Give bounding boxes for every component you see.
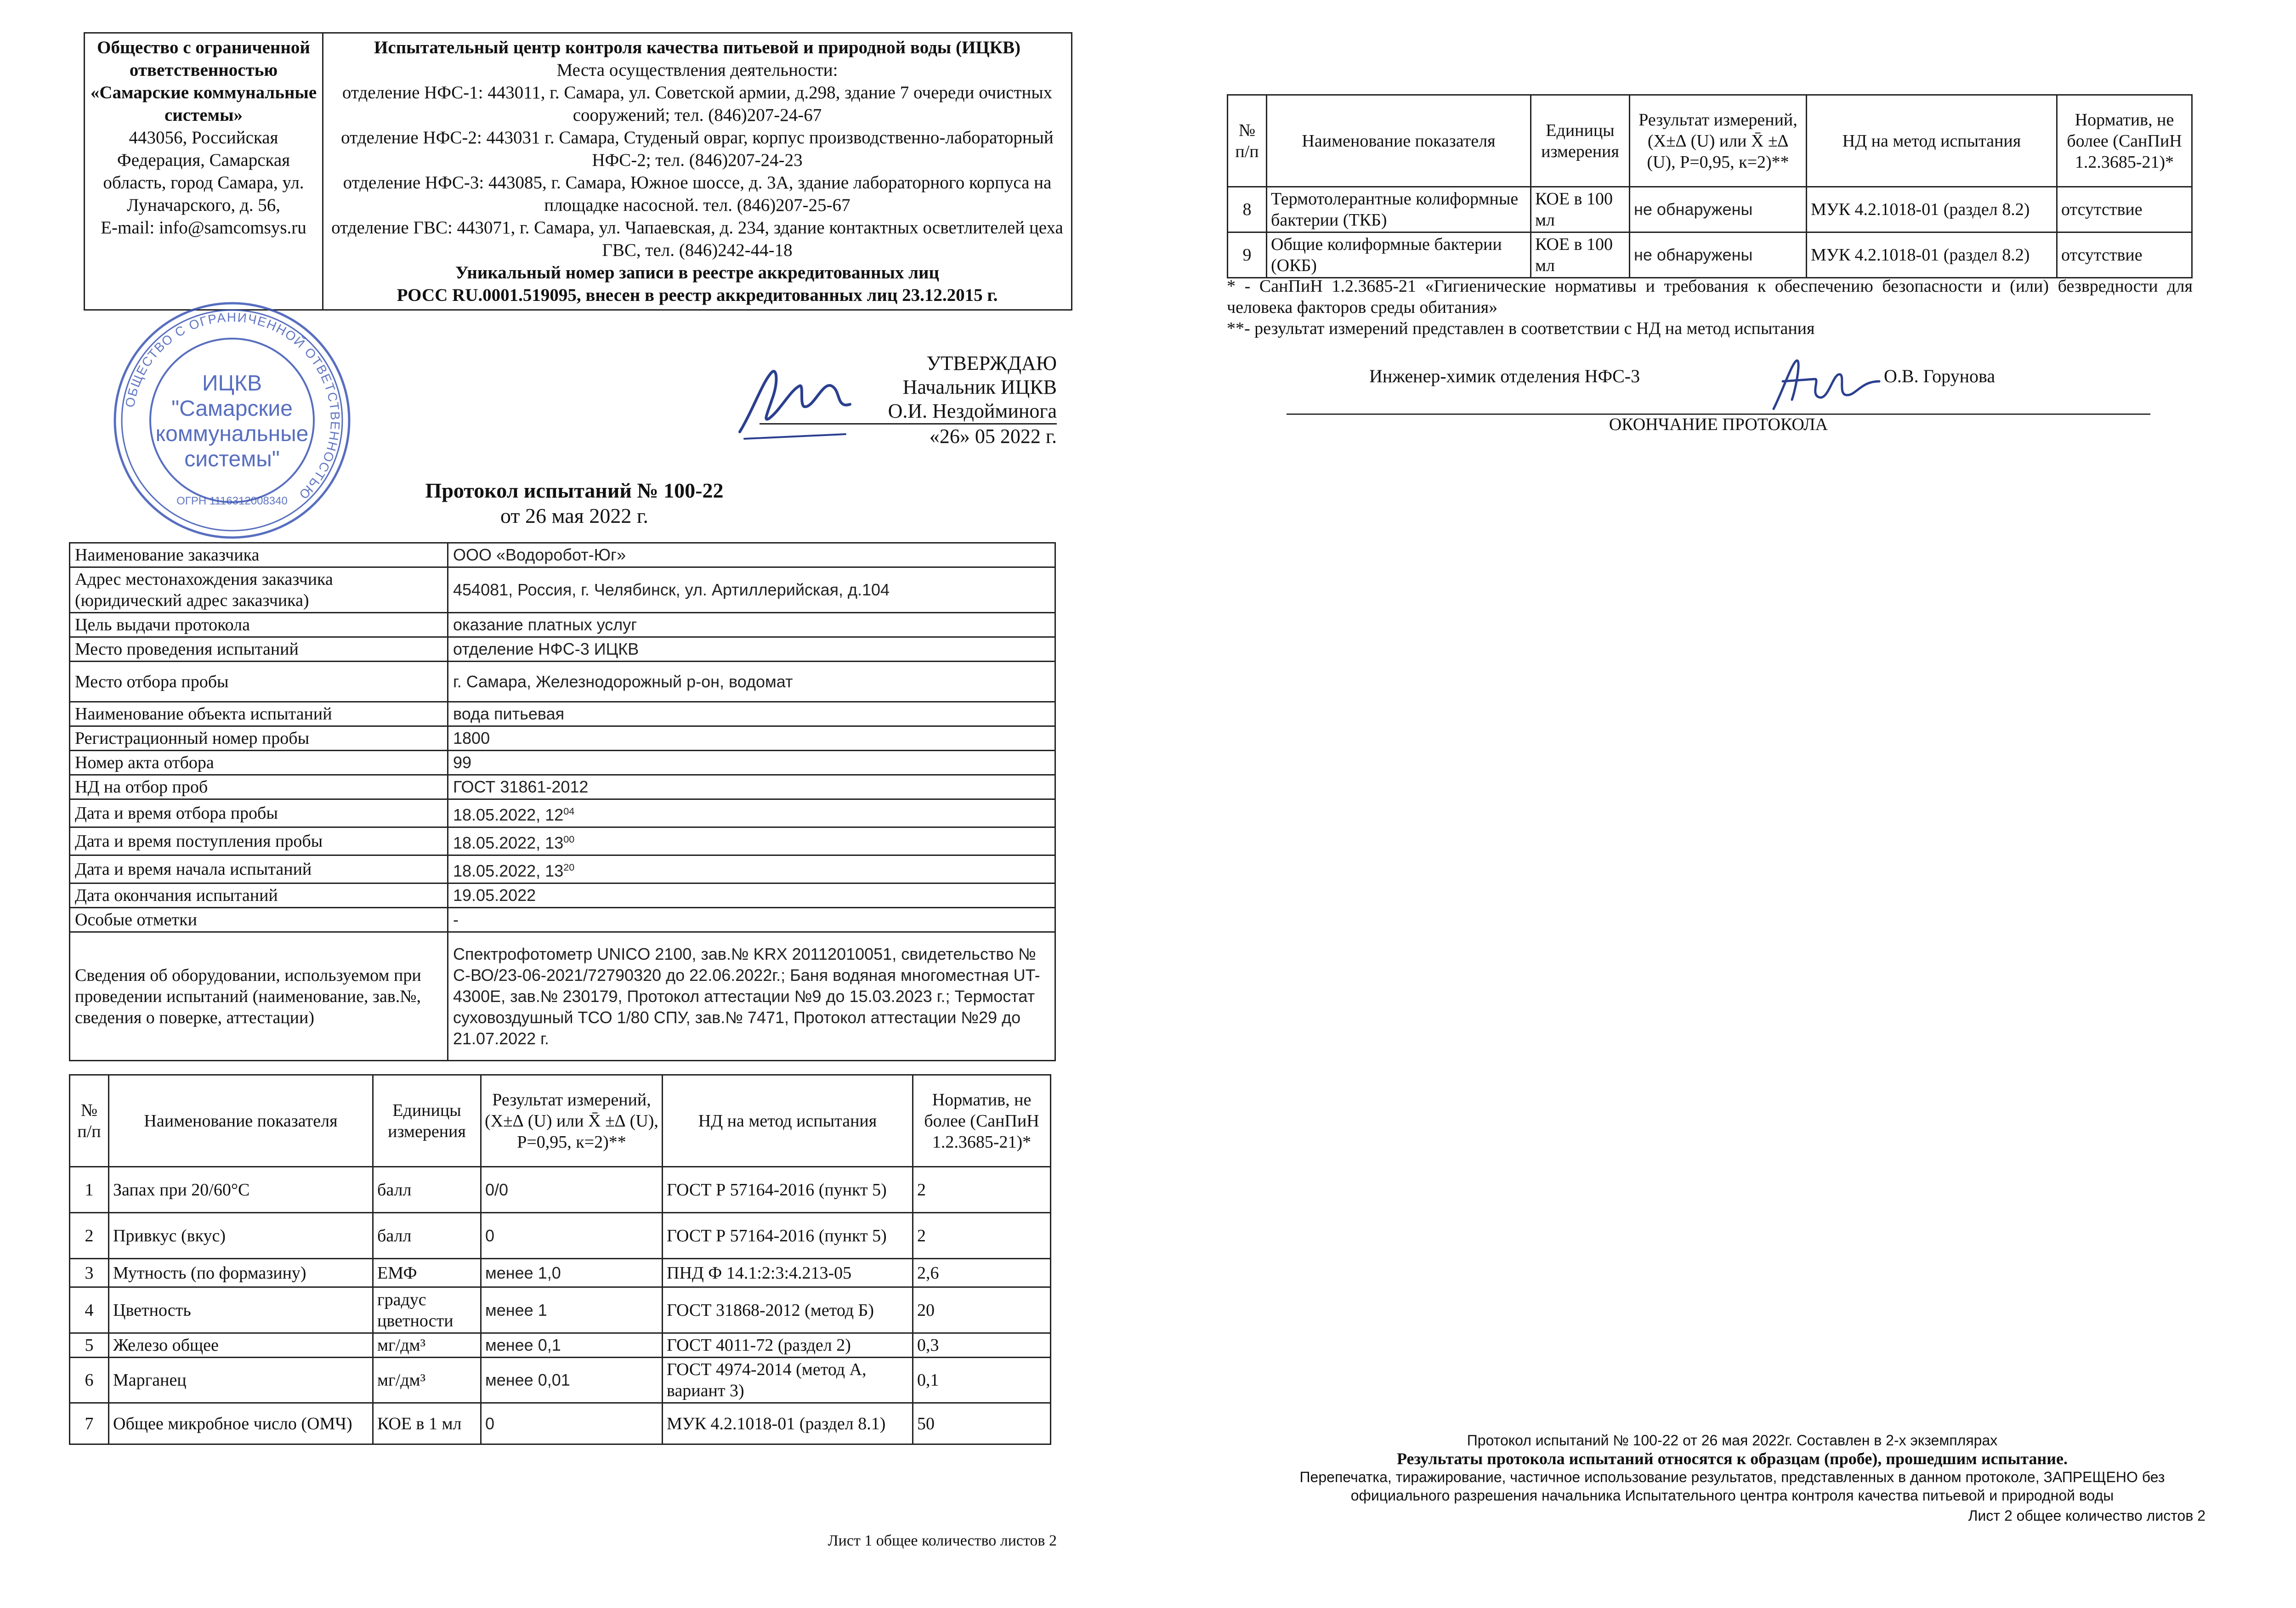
- result-indicator: Запах при 20/60°С: [109, 1167, 373, 1213]
- info-label: Адрес местонахождения заказчика (юридический адрес заказчика): [70, 567, 448, 613]
- result-row: [1228, 187, 2192, 232]
- page-2-footer: [1259, 1431, 2205, 1525]
- result-num: 5: [70, 1333, 109, 1358]
- registry-line-1: Уникальный номер записи в реестре аккредитованных лиц: [455, 263, 940, 283]
- info-label: Место отбора пробы: [70, 662, 448, 702]
- result-method: МУК 4.2.1018-01 (раздел 8.1): [663, 1403, 913, 1444]
- result-method: ГОСТ 4974-2014 (метод А, вариант 3): [663, 1358, 913, 1403]
- center-title: Испытательный центр контроля качества питьевой и природной воды (ИЦКВ): [374, 38, 1020, 57]
- sample-info-table: [69, 542, 1056, 1061]
- result-norm: 20: [913, 1287, 1051, 1333]
- info-value-time-minutes: 00: [563, 833, 575, 845]
- result-indicator: Общие колиформные бактерии (ОКБ): [1267, 232, 1531, 278]
- info-value: [448, 726, 1055, 751]
- info-label: Дата окончания испытаний: [70, 883, 448, 908]
- end-of-protocol: ОКОНЧАНИЕ ПРОТОКОЛА: [1609, 415, 1828, 434]
- info-value-text: 99: [453, 753, 472, 772]
- organization-stamp: [110, 299, 354, 542]
- result-method: МУК 4.2.1018-01 (раздел 8.2): [1807, 232, 2057, 278]
- info-label: Номер акта отбора: [70, 751, 448, 775]
- info-value-text: ООО «Водоробот-Юг»: [453, 545, 626, 564]
- org-email: E-mail: info@samcomsys.ru: [101, 218, 306, 238]
- footnote-2: **- результат измерений представлен в соответствии с НД на метод испытания: [1227, 319, 1815, 338]
- result-unit: балл: [373, 1213, 481, 1259]
- protocol-title: Протокол испытаний № 100-22: [425, 479, 724, 502]
- result-value: не обнаружены: [1630, 187, 1807, 232]
- org-title-line-1: Общество с ограниченной ответственностью: [97, 38, 310, 80]
- approve-heading: УТВЕРЖДАЮ: [926, 352, 1057, 374]
- result-num: 3: [70, 1259, 109, 1287]
- info-label: Цель выдачи протокола: [70, 613, 448, 637]
- stamp-ogrn: ОГРН 1116312008340: [176, 495, 288, 507]
- approve-date: «26» 05 2022 г.: [929, 425, 1057, 447]
- result-unit: мг/дм³: [373, 1333, 481, 1358]
- stamp-line-3: коммунальные: [155, 422, 309, 446]
- result-value: менее 1,0: [481, 1259, 663, 1287]
- result-method: ГОСТ Р 57164-2016 (пункт 5): [663, 1213, 913, 1259]
- result-indicator: Мутность (по формазину): [109, 1259, 373, 1287]
- org-info-cell: [85, 33, 323, 310]
- info-value-time-minutes: 04: [563, 805, 575, 817]
- info-row: [70, 613, 1055, 637]
- info-label: НД на отбор проб: [70, 775, 448, 799]
- result-num: 7: [70, 1403, 109, 1444]
- center-branch-1: отделение НФС-1: 443011, г. Самара, ул. Советской армии, д.298, здание 7 очереди очистных сооружений; тел. (846)207-24-67: [342, 83, 1053, 125]
- info-value: [448, 883, 1055, 908]
- result-row: [70, 1358, 1051, 1403]
- result-num: 9: [1228, 232, 1267, 278]
- info-value-text: вода питьевая: [453, 704, 565, 723]
- info-value: [448, 855, 1055, 883]
- info-value: [448, 613, 1055, 637]
- result-method: ГОСТ 4011-72 (раздел 2): [663, 1333, 913, 1358]
- center-branch-3: отделение НФС-3: 443085, г. Самара, Южное шоссе, д. 3А, здание лабораторного корпуса на площадке насосной. тел. (846)207-25-67: [343, 173, 1052, 215]
- results-table-page-1: [69, 1074, 1051, 1445]
- info-value: [448, 637, 1055, 662]
- approve-name: О.И. Нездойминога: [760, 399, 1057, 425]
- info-value: [448, 775, 1055, 799]
- result-indicator: Марганец: [109, 1358, 373, 1403]
- result-indicator: Железо общее: [109, 1333, 373, 1358]
- result-value: 0: [481, 1403, 663, 1444]
- center-info-cell: [323, 33, 1072, 310]
- info-label: Особые отметки: [70, 908, 448, 932]
- info-value: [448, 799, 1055, 827]
- info-value-text: -: [453, 910, 459, 929]
- info-value-time-minutes: 20: [563, 861, 575, 873]
- result-norm: 50: [913, 1403, 1051, 1444]
- results-table-page-2: [1227, 94, 2193, 278]
- info-value: [448, 751, 1055, 775]
- result-num: 4: [70, 1287, 109, 1333]
- info-label: Наименование заказчика: [70, 543, 448, 567]
- result-row: [70, 1287, 1051, 1333]
- info-row: [70, 726, 1055, 751]
- info-value-text: отделение НФС-3 ИЦКВ: [453, 640, 639, 658]
- info-value-text: 18.05.2022, 13: [453, 861, 564, 880]
- result-row: [70, 1403, 1051, 1444]
- info-value-text: оказание платных услуг: [453, 615, 637, 634]
- approval-block: [643, 351, 1057, 448]
- col-name: Наименование показателя: [109, 1075, 373, 1167]
- result-norm: 2: [913, 1167, 1051, 1213]
- info-row: [70, 932, 1055, 1061]
- result-value: 0/0: [481, 1167, 663, 1213]
- info-row: [70, 775, 1055, 799]
- sample-info-body: [70, 543, 1055, 1061]
- info-value: [448, 567, 1055, 613]
- stamp-line-2: "Самарские: [171, 396, 293, 421]
- result-row: [70, 1213, 1051, 1259]
- center-subtitle: Места осуществления деятельности:: [556, 60, 838, 80]
- col-name: Наименование показателя: [1267, 95, 1531, 187]
- result-norm: 0,1: [913, 1358, 1051, 1403]
- registry-line-2: РОСС RU.0001.519095, внесен в реестр аккредитованных лиц 23.12.2015 г.: [397, 285, 998, 305]
- result-value: менее 0,1: [481, 1333, 663, 1358]
- info-value-text: 19.05.2022: [453, 886, 536, 905]
- result-unit: КОЕ в 1 мл: [373, 1403, 481, 1444]
- result-indicator: Привкус (вкус): [109, 1213, 373, 1259]
- result-method: ПНД Ф 14.1:2:3:4.213-05: [663, 1259, 913, 1287]
- result-row: [70, 1259, 1051, 1287]
- info-row: [70, 883, 1055, 908]
- info-value: [448, 827, 1055, 855]
- protocol-title-block: [322, 478, 827, 528]
- result-method: ГОСТ 31868-2012 (метод Б): [663, 1287, 913, 1333]
- result-num: 1: [70, 1167, 109, 1213]
- stamp-line-1: ИЦКВ: [202, 371, 262, 396]
- footer-results-note: Результаты протокола испытаний относятся к образцам (пробе), прошедшим испытание.: [1397, 1449, 2068, 1468]
- info-value-text: 454081, Россия, г. Челябинск, ул. Артиллерийская, д.104: [453, 580, 890, 599]
- result-unit: КОЕ в 100 мл: [1531, 232, 1630, 278]
- info-row: [70, 751, 1055, 775]
- info-row: [70, 702, 1055, 726]
- result-indicator: Цветность: [109, 1287, 373, 1333]
- result-value: 0: [481, 1213, 663, 1259]
- footer-copyright: Перепечатка, тиражирование, частичное использование результатов, представленных в данном протоколе, ЗАПРЕЩЕНО без официального разрешения начальника Испытательного центра контроля качества питьевой и природной воды: [1299, 1469, 2165, 1504]
- result-method: ГОСТ Р 57164-2016 (пункт 5): [663, 1167, 913, 1213]
- protocol-page-1: [0, 0, 1139, 1608]
- result-row: [1228, 232, 2192, 278]
- info-row: [70, 543, 1055, 567]
- info-value-text: 1800: [453, 729, 490, 747]
- result-value: менее 1: [481, 1287, 663, 1333]
- info-row: [70, 567, 1055, 613]
- info-value: [448, 908, 1055, 932]
- result-num: 8: [1228, 187, 1267, 232]
- org-title-line-2: «Самарские коммунальные системы»: [90, 83, 317, 125]
- info-label: Регистрационный номер пробы: [70, 726, 448, 751]
- col-num: № п/п: [70, 1075, 109, 1167]
- info-row: [70, 799, 1055, 827]
- col-result: Результат измерений, (Х±∆ (U) или X̄ ±∆ (U), Р=0,95, к=2)**: [481, 1075, 663, 1167]
- stamp-line-4: системы": [184, 447, 280, 471]
- protocol-date: от 26 мая 2022 г.: [500, 504, 649, 527]
- col-num: № п/п: [1228, 95, 1267, 187]
- info-row: [70, 827, 1055, 855]
- result-unit: мг/дм³: [373, 1358, 481, 1403]
- result-norm: отсутствие: [2057, 187, 2192, 232]
- col-unit: Единицы измерения: [1531, 95, 1630, 187]
- result-indicator: Термотолерантные колиформные бактерии (ТКБ): [1267, 187, 1531, 232]
- col-method: НД на метод испытания: [1807, 95, 2057, 187]
- engineer-signature: [1764, 354, 1888, 418]
- result-num: 6: [70, 1358, 109, 1403]
- stamp-ring-text: ОБЩЕСТВО С ОГРАНИЧЕННОЙ ОТВЕТСТВЕННОСТЬЮ: [122, 310, 343, 503]
- result-unit: КОЕ в 100 мл: [1531, 187, 1630, 232]
- result-num: 2: [70, 1213, 109, 1259]
- info-label: Дата и время отбора пробы: [70, 799, 448, 827]
- col-norm: Норматив, не более (СанПиН 1.2.3685-21)*: [913, 1075, 1051, 1167]
- result-norm: 2: [913, 1213, 1051, 1259]
- result-norm: отсутствие: [2057, 232, 2192, 278]
- approve-position: Начальник ИЦКВ: [902, 376, 1057, 398]
- col-result: Результат измерений, (Х±∆ (U) или X̄ ±∆ (U), Р=0,95, к=2)**: [1630, 95, 1807, 187]
- info-label: Сведения об оборудовании, используемом при проведении испытаний (наименование, зав.№, сведения о поверке, аттестации): [70, 932, 448, 1061]
- result-unit: ЕМФ: [373, 1259, 481, 1287]
- info-row: [70, 637, 1055, 662]
- result-value: не обнаружены: [1630, 232, 1807, 278]
- info-value-text: 18.05.2022, 13: [453, 833, 564, 852]
- result-unit: градус цветности: [373, 1287, 481, 1333]
- info-label: Место проведения испытаний: [70, 637, 448, 662]
- center-branch-2: отделение НФС-2: 443031 г. Самара, Студеный овраг, корпус производственно-лабораторный НФС-2; тел. (846)207-24-23: [341, 128, 1054, 170]
- page-2-sheet-number: Лист 2 общее количество листов 2: [1968, 1507, 2205, 1524]
- info-value-text: 18.05.2022, 12: [453, 805, 564, 824]
- result-value: менее 0,01: [481, 1358, 663, 1403]
- info-row: [70, 662, 1055, 702]
- info-row: [70, 908, 1055, 932]
- info-value: [448, 662, 1055, 702]
- result-indicator: Общее микробное число (ОМЧ): [109, 1403, 373, 1444]
- info-label: Наименование объекта испытаний: [70, 702, 448, 726]
- info-row: [70, 855, 1055, 883]
- footnote-1: * - СанПиН 1.2.3685-21 «Гигиенические нормативы и требования к обеспечению безопасности и (или) безвредности для человека факторов среды обитания»: [1227, 277, 2193, 317]
- col-norm: Норматив, не более (СанПиН 1.2.3685-21)*: [2057, 95, 2192, 187]
- page-1-sheet-number: Лист 1 общее количество листов 2: [828, 1532, 1057, 1549]
- info-label: Дата и время начала испытаний: [70, 855, 448, 883]
- results-body-page-1: [70, 1167, 1051, 1444]
- info-value-text: г. Самара, Железнодорожный р-он, водомат: [453, 672, 793, 691]
- col-method: НД на метод испытания: [663, 1075, 913, 1167]
- organization-header: [84, 32, 1072, 311]
- info-value: [448, 932, 1055, 1061]
- results-body-page-2: [1228, 187, 2192, 278]
- result-norm: 2,6: [913, 1259, 1051, 1287]
- result-norm: 0,3: [913, 1333, 1051, 1358]
- engineer-name: О.В. Горунова: [1884, 366, 1996, 386]
- result-row: [70, 1333, 1051, 1358]
- footer-protocol-line: Протокол испытаний № 100-22 от 26 мая 2022г. Составлен в 2-х экземплярах: [1467, 1432, 1998, 1449]
- org-address: 443056, Российская Федерация, Самарская область, город Самара, ул. Луначарского, д. 56,: [103, 128, 304, 215]
- result-row: [70, 1167, 1051, 1213]
- info-value-text: Спектрофотометр UNICO 2100, зав.№ KRX 20112010051, свидетельство № С-ВО/23-06-2021/72790320 до 22.06.2022г.; Баня водяная многоместная UT-4300E, зав.№ 230179, Протокол аттестации №9 до 15.03.2023 г.; Термостат суховоздушный ТСО 1/80 СПУ, зав.№ 7471, Протокол аттестации №29 до 21.07.2022 г.: [453, 944, 1040, 1048]
- engineer-role: Инженер-химик отделения НФС-3: [1369, 366, 1640, 386]
- col-unit: Единицы измерения: [373, 1075, 481, 1167]
- info-label: Дата и время поступления пробы: [70, 827, 448, 855]
- result-unit: балл: [373, 1167, 481, 1213]
- footnotes: [1227, 276, 2193, 339]
- info-value-text: ГОСТ 31861-2012: [453, 777, 589, 796]
- info-value: [448, 543, 1055, 567]
- protocol-page-2: [1149, 0, 2296, 1608]
- info-value: [448, 702, 1055, 726]
- result-method: МУК 4.2.1018-01 (раздел 8.2): [1807, 187, 2057, 232]
- center-branch-4: отделение ГВС: 443071, г. Самара, ул. Чапаевская, д. 234, здание контактных осветлителей цеха ГВС, тел. (846)242-44-18: [331, 218, 1063, 260]
